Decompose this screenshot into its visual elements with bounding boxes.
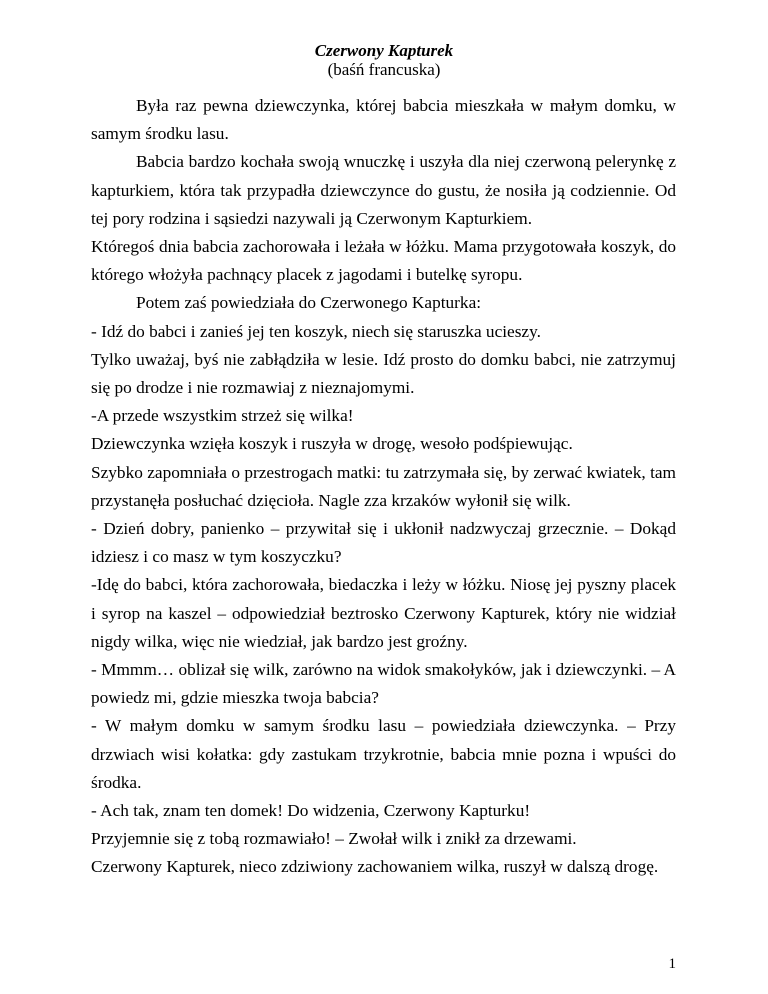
paragraph: Babcia bardzo kochała swoją wnuczkę i uszyła dla niej czerwoną pelerynkę z kapturkiem, która tak przypadła dziewczynce do gustu, że nosiła ją codziennie. Od tej pory rodzina i sąsiedzi nazywali ją Czerwonym Kapturkiem. <box>91 152 676 228</box>
paragraph: Tylko uważaj, byś nie zabłądziła w lesie. Idź prosto do domku babci, nie zatrzymuj się po drodze i nie rozmawiaj z nieznajomymi. <box>91 349 676 398</box>
paragraph: - Mmmm… oblizał się wilk, zarówno na widok smakołyków, jak i dziewczynki. – A powiedz mi, gdzie mieszka twoja babcia? <box>91 660 676 708</box>
paragraph: - Idź do babci i zanieś jej ten koszyk, niech się staruszka ucieszy. <box>91 321 541 341</box>
paragraph: Dziewczynka wzięła koszyk i ruszyła w drogę, wesoło podśpiewując. <box>91 434 573 454</box>
document-body <box>91 92 676 882</box>
paragraph: Szybko zapomniała o przestrogach matki: tu zatrzymała się, by zerwać kwiatek, tam przystanęła posłuchać dzięcioła. Nagle zza krzaków wyłonił się wilk. <box>91 462 676 510</box>
page-number: 1 <box>668 956 676 972</box>
paragraph: Potem zaś powiedziała do Czerwonego Kapturka: <box>136 293 482 313</box>
paragraph: Była raz pewna dziewczynka, której babcia mieszkała w małym domku, w samym środku lasu. <box>91 96 676 144</box>
document-subtitle: (baśń francuska) <box>327 60 441 79</box>
paragraph: - W małym domku w samym środku lasu – powiedziała dziewczynka. – Przy drzwiach wisi kołatka: gdy zastukam trzykrotnie, babcia mnie pozna i wpuści do środka. <box>91 716 676 792</box>
paragraph: Przyjemnie się z tobą rozmawiało! – Zwołał wilk i znikł za drzewami. <box>91 829 577 849</box>
paragraph: - Dzień dobry, panienko – przywitał się i ukłonił nadzwyczaj grzecznie. – Dokąd idziesz i co masz w tym koszyczku? <box>91 519 676 567</box>
document-title: Czerwony Kapturek <box>314 41 454 60</box>
paragraph: Czerwony Kapturek, nieco zdziwiony zachowaniem wilka, ruszył w dalszą drogę. <box>91 857 659 877</box>
paragraph: -Idę do babci, która zachorowała, biedaczka i leży w łóżku. Niosę jej pyszny placek i syrop na kaszel – odpowiedział beztrosko Czerwony Kapturek, który nie widział nigdy wilka, więc nie wiedział, jak bardzo jest groźny. <box>91 575 676 651</box>
paragraph: - Ach tak, znam ten domek! Do widzenia, Czerwony Kapturku! <box>91 801 531 821</box>
paragraph: -A przede wszystkim strzeż się wilka! <box>91 406 354 426</box>
paragraph: Któregoś dnia babcia zachorowała i leżała w łóżku. Mama przygotowała koszyk, do którego włożyła pachnący placek z jagodami i butelkę syropu. <box>91 237 676 285</box>
